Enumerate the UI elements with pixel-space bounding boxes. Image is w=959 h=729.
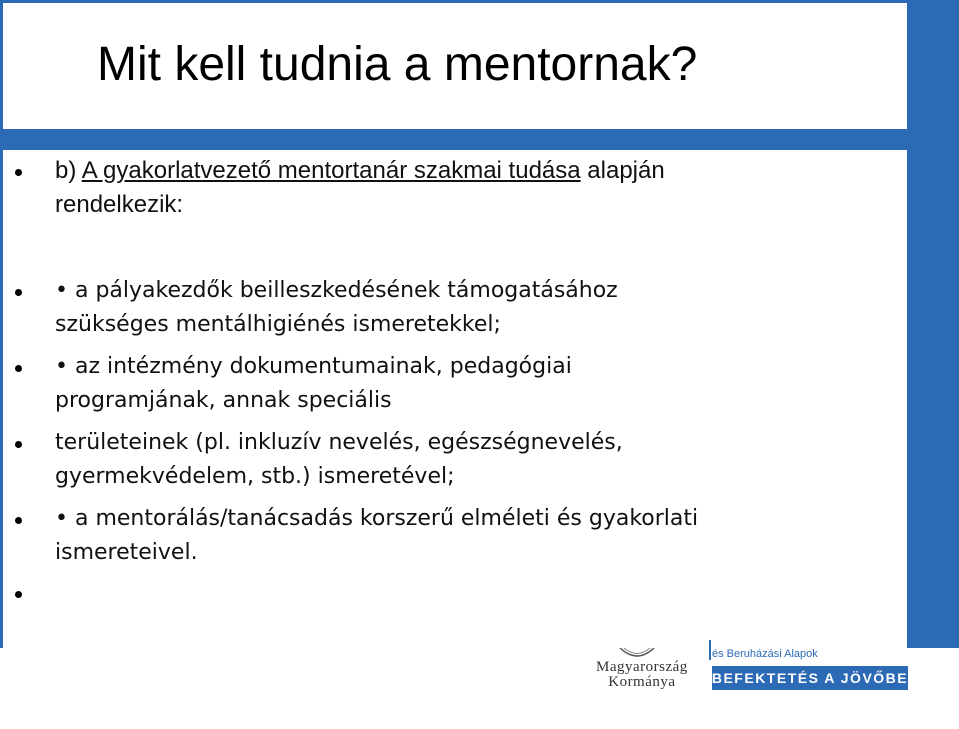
government-logo [596, 660, 688, 690]
bullet-text: programjának, annak speciális [55, 388, 392, 413]
frame-corner [908, 604, 912, 652]
bullet-icon [15, 365, 22, 372]
side-strip [910, 440, 959, 610]
bullet-icon [15, 289, 22, 296]
bullet-text: gyermekvédelem, stb.) ismeretével; [55, 464, 455, 489]
gov-logo-line2: Kormánya [608, 674, 676, 690]
slide-title: Mit kell tudnia a mentornak? [97, 38, 698, 91]
footer [0, 648, 959, 729]
gov-logo-line1: Magyarország [596, 659, 688, 675]
text-suffix: alapján [580, 157, 665, 184]
fund-text: és Beruházási Alapok [712, 648, 818, 660]
bullet-text: • a mentorálás/tanácsadás korszerű elméleti és gyakorlati [55, 506, 699, 531]
underlined-phrase: A gyakorlatvezető mentortanár szakmai tudása [81, 157, 581, 184]
text-prefix: b) [55, 157, 82, 184]
bullet-icon [15, 441, 22, 448]
bullet-text: szükséges mentálhigiénés ismeretekkel; [55, 312, 501, 337]
bullet-text: rendelkezik: [55, 191, 184, 218]
bullet-text: • az intézmény dokumentumainak, pedagógiai [55, 354, 572, 379]
content-panel [3, 150, 907, 648]
title-panel [3, 3, 907, 129]
bullet-icon [15, 517, 22, 524]
bullet-text: • a pályakezdők beilleszkedésének támogatásához [55, 278, 618, 303]
logo-divider [709, 640, 711, 660]
bullet-icon [15, 169, 22, 176]
bullet-text: ismereteivel. [55, 540, 198, 565]
bullet-icon [15, 591, 22, 598]
bullet-text: területeinek (pl. inkluzív nevelés, egészségnevelés, [55, 430, 623, 455]
bullet-text [55, 156, 665, 186]
investment-banner: BEFEKTETÉS A JÖVŐBE [712, 666, 908, 690]
